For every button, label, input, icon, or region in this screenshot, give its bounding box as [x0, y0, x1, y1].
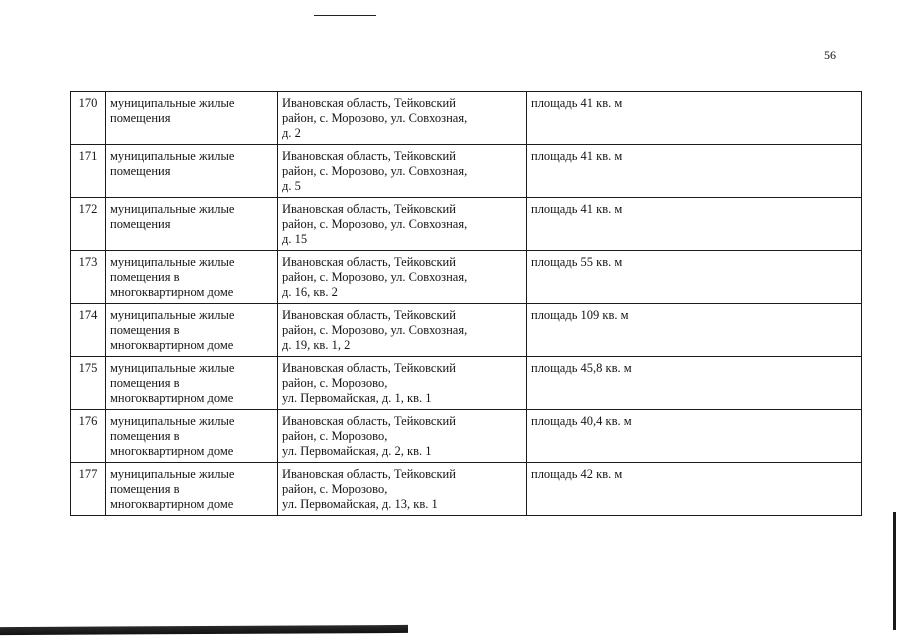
object-type-line: помещения в — [110, 482, 180, 496]
address-line: Ивановская область, Тейковский — [282, 255, 456, 269]
address-cell — [278, 463, 527, 516]
address-line: Ивановская область, Тейковский — [282, 96, 456, 110]
area-cell: площадь 40,4 кв. м — [527, 410, 862, 463]
address-line: Ивановская область, Тейковский — [282, 361, 456, 375]
address-line: Ивановская область, Тейковский — [282, 414, 456, 428]
row-number-cell: 171 — [71, 145, 106, 198]
address-cell — [278, 251, 527, 304]
address-line: Ивановская область, Тейковский — [282, 467, 456, 481]
address-line: район, с. Морозово, ул. Совхозная, — [282, 217, 468, 231]
object-type-line: муниципальные жилые — [110, 202, 235, 216]
address-cell — [278, 304, 527, 357]
table-row — [71, 145, 862, 198]
address-line: д. 19, кв. 1, 2 — [282, 338, 351, 352]
row-number-cell: 170 — [71, 92, 106, 145]
address-line: район, с. Морозово, ул. Совхозная, — [282, 111, 468, 125]
object-type-cell — [106, 410, 278, 463]
area-cell: площадь 109 кв. м — [527, 304, 862, 357]
address-line: д. 2 — [282, 126, 301, 140]
object-type-line: муниципальные жилые — [110, 361, 235, 375]
object-type-line: муниципальные жилые — [110, 255, 235, 269]
table-row — [71, 251, 862, 304]
address-cell — [278, 92, 527, 145]
page-number: 56 — [824, 48, 836, 62]
area-cell: площадь 45,8 кв. м — [527, 357, 862, 410]
object-type-line: помещения — [110, 164, 171, 178]
address-line: Ивановская область, Тейковский — [282, 149, 456, 163]
object-type-cell — [106, 251, 278, 304]
scan-artifact-bottom-bar — [0, 625, 408, 635]
address-line: ул. Первомайская, д. 2, кв. 1 — [282, 444, 432, 458]
address-cell — [278, 198, 527, 251]
object-type-cell — [106, 357, 278, 410]
property-table-body — [71, 92, 862, 516]
address-line: район, с. Морозово, — [282, 429, 388, 443]
row-number-cell: 172 — [71, 198, 106, 251]
address-line: д. 16, кв. 2 — [282, 285, 338, 299]
row-number-cell: 176 — [71, 410, 106, 463]
object-type-line: муниципальные жилые — [110, 467, 235, 481]
address-line: ул. Первомайская, д. 1, кв. 1 — [282, 391, 432, 405]
property-table — [70, 91, 862, 516]
address-cell — [278, 410, 527, 463]
object-type-cell — [106, 92, 278, 145]
row-number-cell: 174 — [71, 304, 106, 357]
area-cell: площадь 55 кв. м — [527, 251, 862, 304]
scan-artifact-right-edge — [893, 512, 896, 630]
object-type-cell — [106, 198, 278, 251]
scan-artifact-top-line — [314, 15, 376, 16]
address-line: Ивановская область, Тейковский — [282, 308, 456, 322]
area-cell: площадь 42 кв. м — [527, 463, 862, 516]
address-line: ул. Первомайская, д. 13, кв. 1 — [282, 497, 438, 511]
table-row — [71, 304, 862, 357]
object-type-line: помещения в — [110, 270, 180, 284]
object-type-line: помещения в — [110, 429, 180, 443]
object-type-line: многоквартирном доме — [110, 497, 234, 511]
address-cell — [278, 357, 527, 410]
object-type-cell — [106, 304, 278, 357]
object-type-line: многоквартирном доме — [110, 391, 234, 405]
table-row — [71, 410, 862, 463]
address-line: район, с. Морозово, ул. Совхозная, — [282, 164, 468, 178]
object-type-line: муниципальные жилые — [110, 414, 235, 428]
object-type-line: многоквартирном доме — [110, 338, 234, 352]
object-type-line: помещения — [110, 217, 171, 231]
area-cell: площадь 41 кв. м — [527, 198, 862, 251]
address-line: Ивановская область, Тейковский — [282, 202, 456, 216]
object-type-cell — [106, 463, 278, 516]
object-type-line: помещения в — [110, 376, 180, 390]
area-cell: площадь 41 кв. м — [527, 92, 862, 145]
object-type-line: помещения — [110, 111, 171, 125]
address-line: район, с. Морозово, — [282, 376, 388, 390]
table-row — [71, 198, 862, 251]
object-type-line: помещения в — [110, 323, 180, 337]
object-type-line: муниципальные жилые — [110, 96, 235, 110]
address-line: д. 15 — [282, 232, 308, 246]
table-row — [71, 463, 862, 516]
address-cell — [278, 145, 527, 198]
address-line: район, с. Морозово, ул. Совхозная, — [282, 323, 468, 337]
address-line: район, с. Морозово, — [282, 482, 388, 496]
table-row — [71, 92, 862, 145]
object-type-line: муниципальные жилые — [110, 149, 235, 163]
object-type-line: многоквартирном доме — [110, 285, 234, 299]
row-number-cell: 177 — [71, 463, 106, 516]
area-cell: площадь 41 кв. м — [527, 145, 862, 198]
object-type-cell — [106, 145, 278, 198]
address-line: д. 5 — [282, 179, 301, 193]
row-number-cell: 175 — [71, 357, 106, 410]
table-row — [71, 357, 862, 410]
address-line: район, с. Морозово, ул. Совхозная, — [282, 270, 468, 284]
object-type-line: многоквартирном доме — [110, 444, 234, 458]
object-type-line: муниципальные жилые — [110, 308, 235, 322]
row-number-cell: 173 — [71, 251, 106, 304]
